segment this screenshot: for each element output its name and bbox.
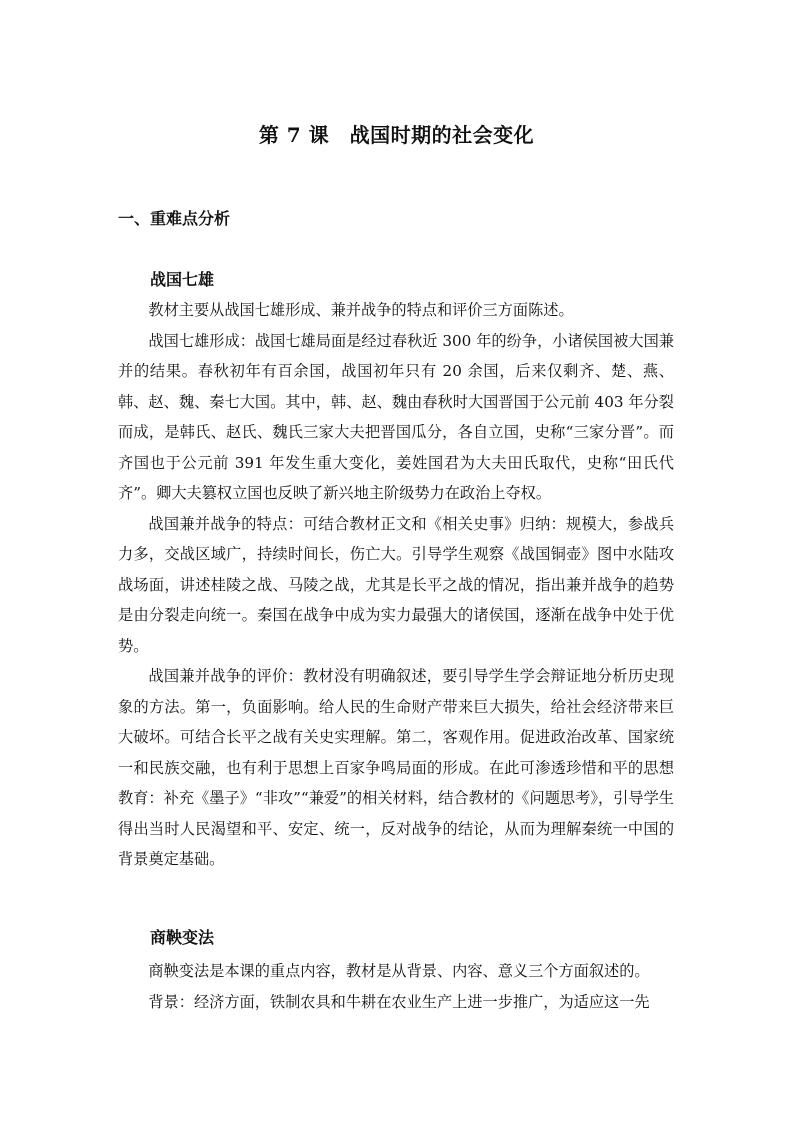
paragraph: 背景：经济方面，铁制农具和牛耕在农业生产上进一步推广，为适应这一先 <box>148 992 650 1011</box>
paragraph: 战国兼并战争的特点：可结合教材正文和《相关史事》归纳：规模大，参战兵力多，交战区域广，持续时间长，伤亡大。引导学生观察《战国铜壶》图中水陆攻战场面，讲述桂陵之战、马陵之战，尤其是长平之战的情况，指出兼并战争的趋势是由分裂走向统一。秦国在战争中成为实力最强大的诸侯国，逐渐在战争中处于优势。 <box>118 514 674 655</box>
subheading-shang-yang-reform: 商鞅变法 <box>150 928 215 947</box>
paragraph: 战国七雄形成：战国七雄局面是经过春秋近 300 年的纷争，小诸侯国被大国兼并的结果。春秋初年有百余国，战国初年只有 20 余国，后来仅剩齐、楚、燕、韩、赵、魏、秦七大国。其中，韩、赵、魏由春秋时大国晋国于公元前 403 年分裂而成，是韩氏、赵氏、魏氏三家大夫把晋国瓜分，各自立国，史称“三家分晋”。而齐国也于公元前 391 年发生重大变化，姜姓国君为大夫田氏取代，史称“田氏代齐”。卿大夫篡权立国也反映了新兴地主阶级势力在政治上夺权。 <box>118 331 674 502</box>
paragraph: 商鞅变法是本课的重点内容，教材是从背景、内容、意义三个方面叙述的。 <box>148 962 650 980</box>
subheading-warring-states: 战国七雄 <box>150 270 215 289</box>
shang-yang-reform-text <box>118 956 674 1017</box>
warring-states-text <box>118 295 674 875</box>
paragraph: 战国兼并战争的评价：教材没有明确叙述，要引导学生学会辩证地分析历史现象的方法。第一，负面影响。给人民的生命财产带来巨大损失，给社会经济带来巨大破坏。可结合长平之战有关史实理解。第二，客观作用。促进政治改革、国家统一和民族交融，也有利于思想上百家争鸣局面的形成。在此可渗透珍惜和平的思想教育：补充《墨子》“非攻”“兼爱”的相关材料，结合教材的《问题思考》，引导学生得出当时人民渴望和平、安定、统一，反对战争的结论，从而为理解秦统一中国的背景奠定基础。 <box>118 667 674 868</box>
paragraph: 教材主要从战国七雄形成、兼并战争的特点和评价三方面陈述。 <box>148 301 574 319</box>
lesson-title: 第 7 课 战国时期的社会变化 <box>258 123 535 147</box>
section-heading: 一、重难点分析 <box>118 209 231 228</box>
